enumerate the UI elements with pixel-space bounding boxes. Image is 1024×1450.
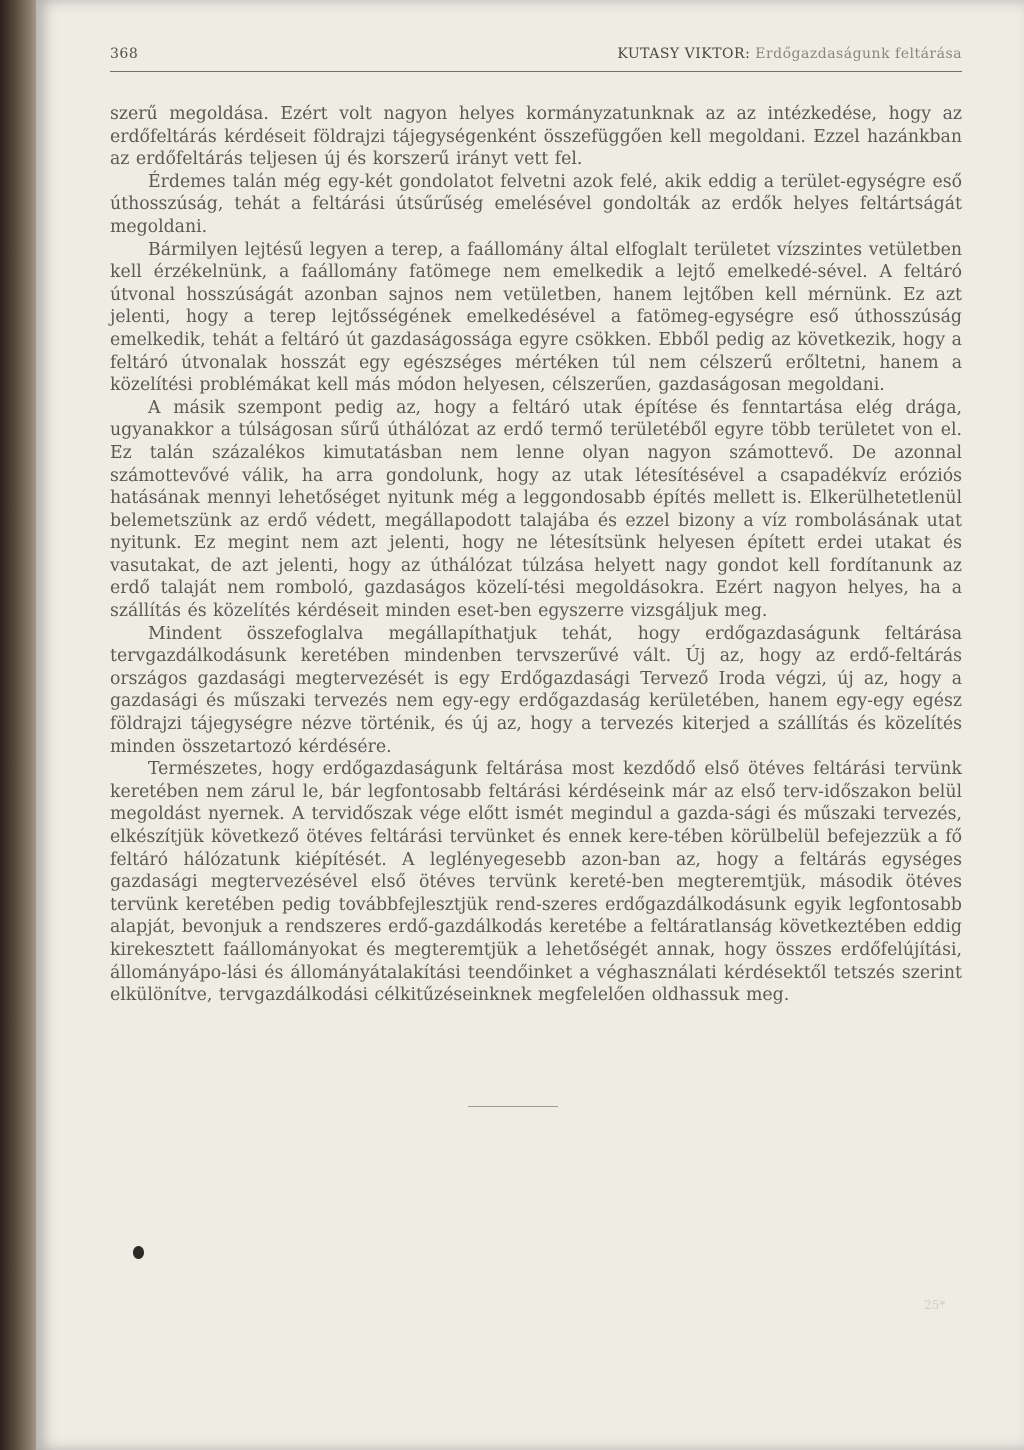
running-head	[110, 46, 962, 68]
header-author: KUTASY VIKTOR:	[617, 46, 751, 62]
paragraph-4: A másik szempont pedig az, hogy a feltáró utak építése és fenntartása elég drága, ugyanakkor a túlságosan sűrű úthálózat az erdő termő területéből egyre több területet von el. Ez talán százalékos kimutatásban nem lenne olyan nagyon számottevő. De azonnal számottevővé válik, ha arra gondolunk, hogy az utak létesítésével a csapadékvíz eróziós hatásának mennyi lehetőséget nyitunk még a leggondosabb építés mellett is. Elkerülhetetlenül belemetszünk az erdő védett, megállapodott talajába és ezzel bizony a víz rombolásának utat nyitunk. Ez megint nem azt jelenti, hogy ne létesítsünk helyesen épített erdei utakat és vasutakat, de azt jelenti, hogy az úthálózat túlzása helyett nagy gondot kell fordítanunk az erdő talaját nem romboló, gazdaságos közelí-tési megoldásokra. Ezért nagyon helyes, ha a szállítás és közelítés kérdéseit minden eset-ben egyszerre vizsgáljuk meg.	[110, 397, 962, 622]
paragraph-5: Mindent összefoglalva megállapíthatjuk tehát, hogy erdőgazdaságunk feltárása tervgazdálkodásunk keretében mindenben tervszerűvé vált. Új az, hogy az erdő-feltárás országos gazdasági megtervezését is egy Erdőgazdasági Tervező Iroda végzi, új az, hogy a gazdasági és műszaki tervezés nem egy-egy erdőgazdaság kerületében, hanem egy-egy egész földrajzi tájegységre nézve történik, és új az, hogy a tervezés kiterjed a szállítás és közelítés minden összetartozó kérdésére.	[110, 623, 962, 757]
paragraph-3: Bármilyen lejtésű legyen a terep, a faállomány által elfoglalt területet vízszintes vetületben kell érzékelnünk, a faállomány fatömege nem emelkedik a lejtő emelkedé-sével. A feltáró útvonal hosszúságát azonban sajnos nem vetületben, hanem lejtőben kell mérnünk. Ez azt jelenti, hogy a terep lejtősségének emelkedésével a fatömeg-egységre eső úthosszúság emelkedik, tehát a feltáró út gazdaságossága egyre csökken. Ebből pedig az következik, hogy a feltáró útvonalak hosszát egy egészséges mértéken túl nem célszerű erőltetni, hanem a közelítési problémákat kell más módon helyesen, célszerűen, gazdaságosan megoldani.	[110, 239, 962, 396]
header-rule	[110, 71, 962, 72]
paragraph-1: szerű megoldása. Ezért volt nagyon helyes kormányzatunknak az az intézkedése, hogy az erdőfeltárás kérdéseit földrajzi tájegységenként összefüggően kell megoldani. Ezzel hazánkban az erdőfeltárás teljesen új és korszerű irányt vett fel.	[110, 104, 962, 170]
paragraph-6: Természetes, hogy erdőgazdaságunk feltárása most kezdődő első ötéves feltárási tervünk keretében nem zárul le, bár legfontosabb feltárási kérdéseink már az első terv-időszakon belül megoldást nyernek. A tervidőszak vége előtt ismét megindul a gazda-sági és műszaki tervezés, elkészítjük következő ötéves feltárási tervünket és ennek kere-tében körülbelül befejezzük a fő feltáró hálózatunk kiépítését. A leglényegesebb azon-ban az, hogy a feltárás egységes gazdasági megtervezésével első ötéves tervünk kereté-ben megteremtjük, második ötéves tervünk keretében pedig továbbfejlesztjük rend-szeres erdőgazdálkodásunk egyik legfontosabb alapját, bevonjuk a rendszeres erdő-gazdálkodás keretébe a feltáratlanság következtében eddig kirekesztett faállományokat és megteremtjük a lehetőségét annak, hogy összes erdőfelújítási, állományápo-lási és állományátalakítási teendőinket a véghasználati kérdésektől tetszés szerint elkülönítve, tervgazdálkodási célkitűzéseinknek megfelelően oldhassuk meg.	[110, 759, 962, 1006]
page-number: 368	[110, 46, 139, 62]
book-binding	[0, 0, 40, 1450]
margin-mark: 25*	[924, 1298, 946, 1312]
running-title	[617, 46, 962, 62]
end-rule	[468, 1106, 558, 1107]
header-title: Erdőgazdaságunk feltárása	[755, 46, 962, 62]
bullet-icon	[133, 1246, 144, 1259]
paragraph-2: Érdemes talán még egy-két gondolatot felvetni azok felé, akik eddig a terület-egységre eső úthosszúság, tehát a feltárási útsűrűség emelésével gondolták az erdők helyes feltártságát megoldani.	[110, 171, 962, 237]
article-body	[110, 103, 962, 1007]
